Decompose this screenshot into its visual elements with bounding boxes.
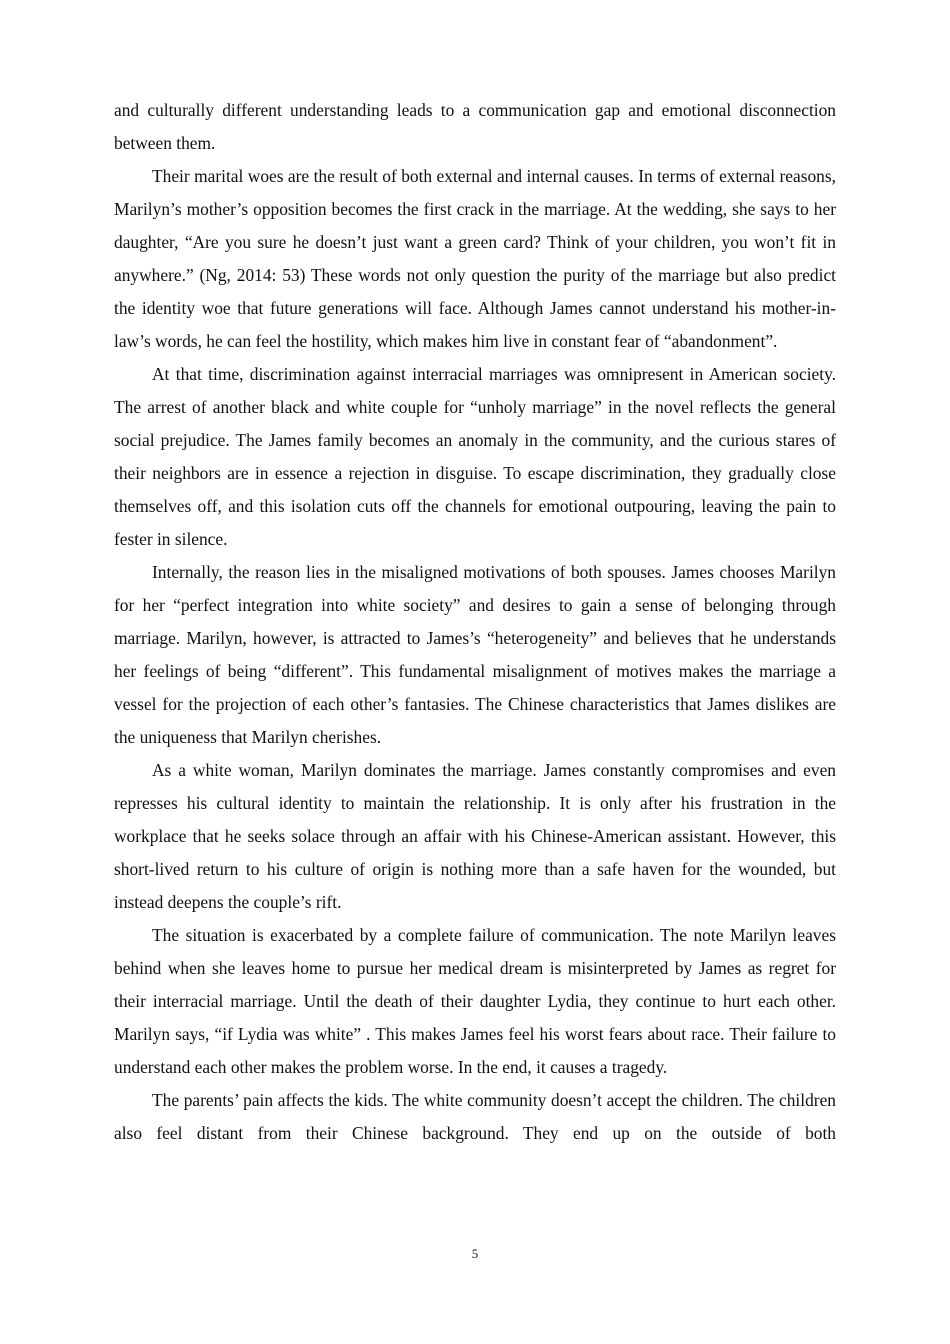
body-text (114, 94, 836, 1150)
page-number: 5 (471, 1246, 479, 1261)
paragraph-continued: and culturally different understanding leads to a communication gap and emotional disconnection between them. (114, 100, 836, 153)
paragraph-children: The parents’ pain affects the kids. The white community doesn’t accept the children. The children also feel distant from their Chinese background. They end up on the outside of both (114, 1090, 836, 1143)
paragraph-marital-woes: Their marital woes are the result of both external and internal causes. In terms of external reasons, Marilyn’s mother’s opposition becomes the first crack in the marriage. At the wedding, she says to her daughter, “Are you sure he doesn’t just want a green card? Think of your children, you won’t fit in anywhere.” (Ng, 2014: 53) These words not only question the purity of the marriage but also predict the identity woe that future generations will face. Although James cannot understand his mother-in-law’s words, he can feel the hostility, which makes him live in constant fear of “abandonment”. (114, 166, 836, 351)
paragraph-discrimination: At that time, discrimination against interracial marriages was omnipresent in American society. The arrest of another black and white couple for “unholy marriage” in the novel reflects the general social prejudice. The James family becomes an anomaly in the community, and the curious stares of their neighbors are in essence a rejection in disguise. To escape discrimination, they gradually close themselves off, and this isolation cuts off the channels for emotional outpouring, leaving the pain to fester in silence. (114, 364, 836, 549)
paragraph-dominance: As a white woman, Marilyn dominates the marriage. James constantly compromises and even represses his cultural identity to maintain the relationship. It is only after his frustration in the workplace that he seeks solace through an affair with his Chinese-American assistant. However, this short-lived return to his culture of origin is nothing more than a safe haven for the wounded, but instead deepens the couple’s rift. (114, 760, 836, 912)
paragraph-motivations: Internally, the reason lies in the misaligned motivations of both spouses. James chooses Marilyn for her “perfect integration into white society” and desires to gain a sense of belonging through marriage. Marilyn, however, is attracted to James’s “heterogeneity” and believes that he understands her feelings of being “different”. This fundamental misalignment of motives makes the marriage a vessel for the projection of each other’s fantasies. The Chinese characteristics that James dislikes are the uniqueness that Marilyn cherishes. (114, 562, 836, 747)
paragraph-communication: The situation is exacerbated by a complete failure of communication. The note Marilyn leaves behind when she leaves home to pursue her medical dream is misinterpreted by James as regret for their interracial marriage. Until the death of their daughter Lydia, they continue to hurt each other. Marilyn says, “if Lydia was white” . This makes James feel his worst fears about race. Their failure to understand each other makes the problem worse. In the end, it causes a tragedy. (114, 925, 836, 1077)
